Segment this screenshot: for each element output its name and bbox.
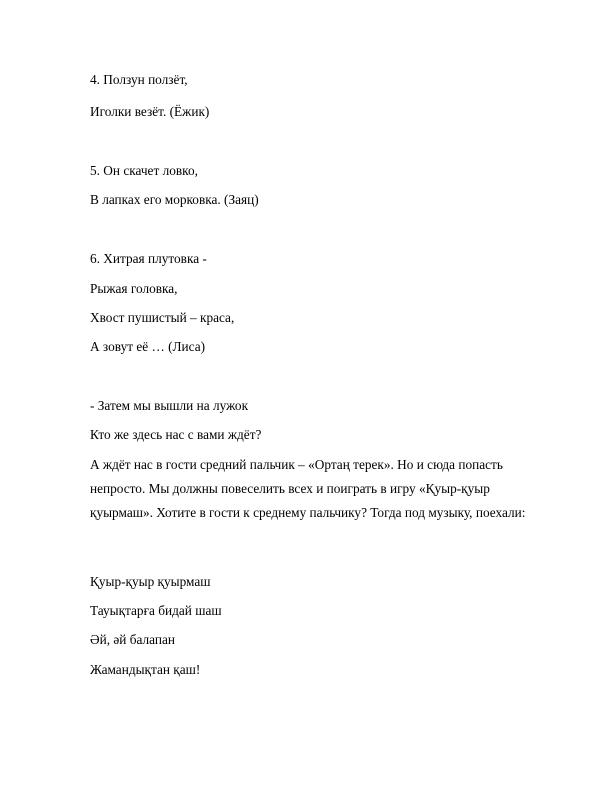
- riddle-6-line-3: Хвост пушистый – краса,: [90, 310, 235, 325]
- riddle-5-line-1: 5. Он скачет ловко,: [90, 163, 198, 178]
- song-line-1: Қуыр-қуыр қуырмаш: [90, 574, 211, 589]
- song-line-4: Жамандықтан қаш!: [90, 662, 201, 677]
- song-line-2: Тауықтарға бидай шаш: [90, 603, 222, 618]
- riddle-4-line-2: Иголки везёт. (Ёжик): [90, 104, 210, 119]
- riddle-4-line-1: 4. Ползун ползёт,: [90, 72, 188, 87]
- riddle-5-line-2: В лапках его морковка. (Заяц): [90, 192, 259, 207]
- riddle-6-line-1: 6. Хитрая плутовка -: [90, 251, 207, 266]
- riddle-6-line-2: Рыжая головка,: [90, 281, 178, 296]
- riddle-6-line-4: А зовут её … (Лиса): [90, 339, 206, 354]
- narration-paragraph: А ждёт нас в гости средний пальчик – «Ортаң терек». Но и сюда попасть непросто. Мы должны повеселить всех и поиграть в игру «Қуыр-қуыр қуырмаш». Хотите в гости к среднему пальчику? Тогда под музыку, поехали:: [90, 457, 526, 520]
- narration-line-2: Кто же здесь нас с вами ждёт?: [90, 427, 262, 442]
- narration-line-1: - Затем мы вышли на лужок: [90, 398, 249, 413]
- song-line-3: Әй, әй балапан: [90, 632, 175, 647]
